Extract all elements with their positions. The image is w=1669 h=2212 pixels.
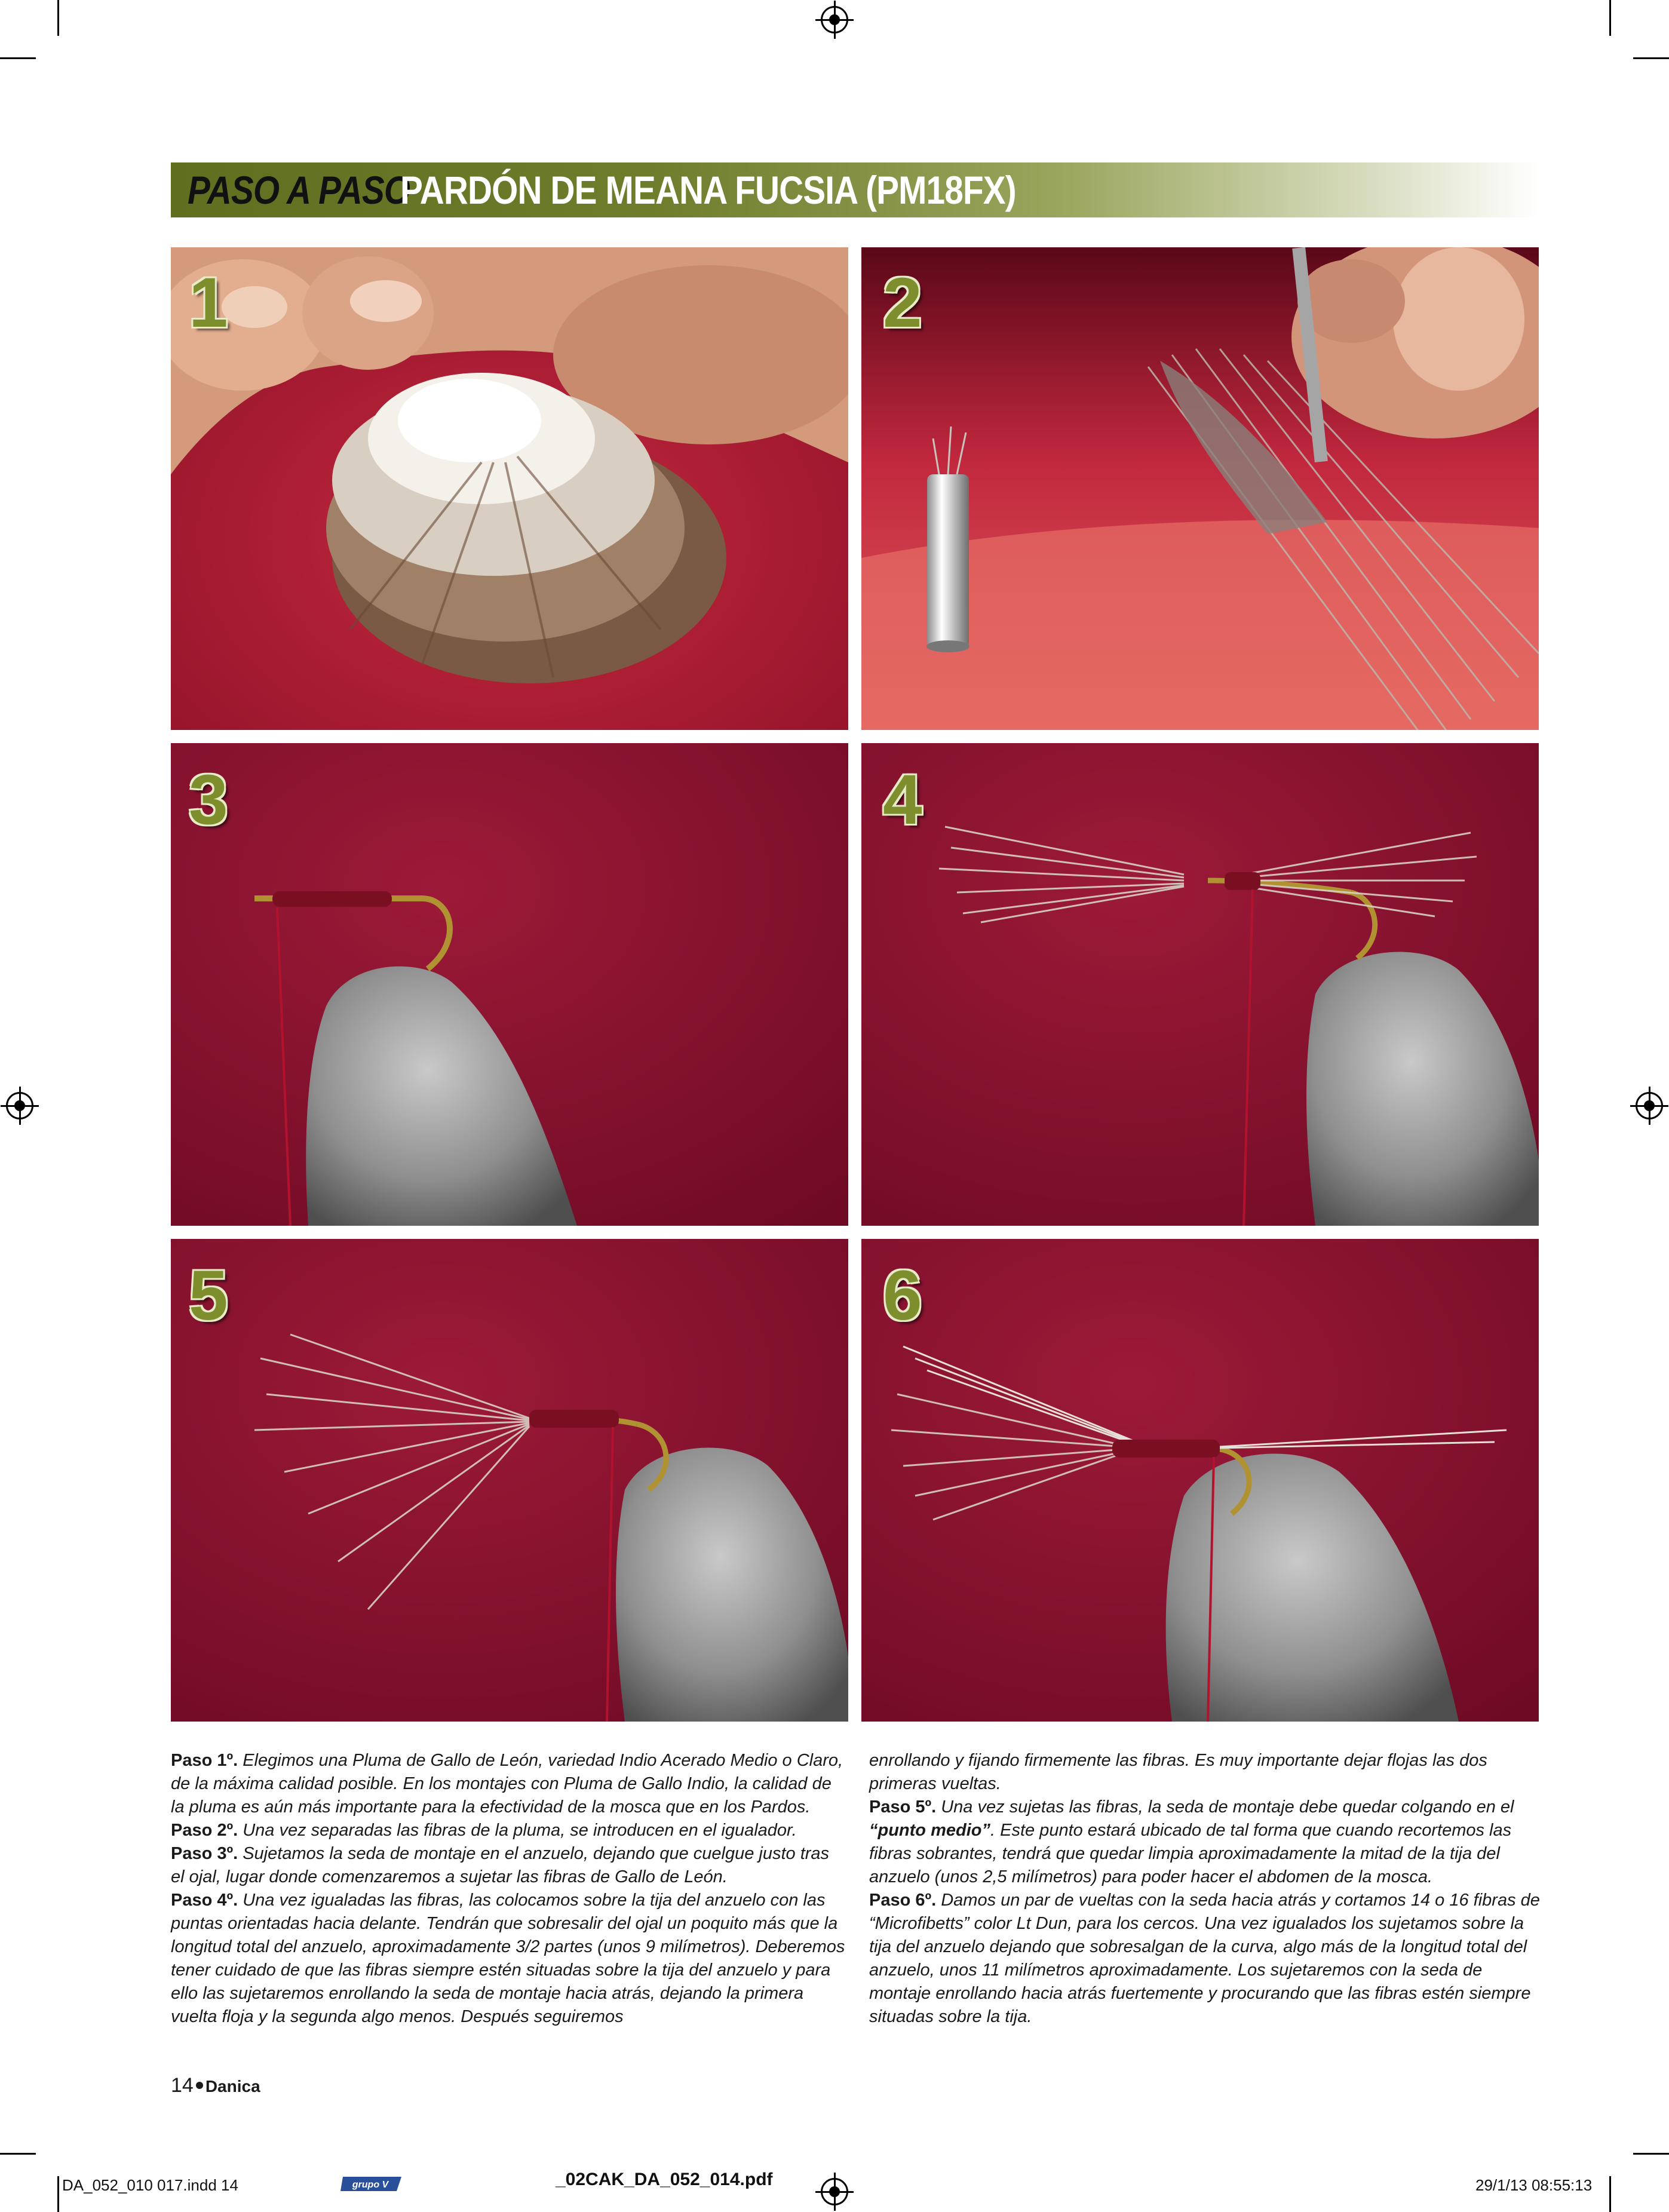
step-number: 1 — [189, 263, 228, 342]
paragraph: Paso 1º. Elegimos una Pluma de Gallo de León, variedad Indio Acerado Medio o Claro, de la máxima calidad posible. En los montajes con Pluma de Gallo Indio, la calidad de la pluma es aún más importante para la efectividad de la mosca que en los Pardos. — [171, 1751, 843, 1817]
grupo-v-logo — [339, 2174, 405, 2193]
page-title: PARDÓN DE MEANA FUCSIA (PM18FX) — [400, 168, 1016, 212]
step-number: 3 — [189, 760, 228, 839]
step-number: 5 — [189, 1256, 228, 1335]
step-photo-1 — [171, 247, 848, 730]
title-banner — [171, 162, 1539, 217]
registration-mark-icon — [821, 6, 848, 33]
banner-text — [188, 167, 1016, 213]
registration-mark-icon — [6, 1092, 33, 1119]
step-number: 6 — [883, 1256, 922, 1335]
crop-mark — [1633, 2153, 1669, 2155]
magazine-name: Danica — [205, 2077, 260, 2096]
crop-mark — [1633, 57, 1669, 59]
page-number: 14 — [171, 2074, 194, 2097]
slug-filename: DA_052_010 017.indd 14 — [62, 2176, 238, 2194]
crop-mark — [57, 2176, 59, 2212]
bullet-icon — [196, 2082, 203, 2089]
step-photo-2 — [861, 247, 1539, 730]
paragraph: Paso 5º. Una vez sujetas las fibras, la seda de montaje debe quedar colgando en el “punto medio”. Este punto estará ubicado de tal forma que cuando recortemos las fibras sobrantes, tendrá que quedar limpia aproximadamente la mitad de la tija del anzuelo (unos 2,5 milímetros) para poder hacer el abdomen de la mosca. — [869, 1797, 1514, 1886]
step-number: 4 — [883, 760, 922, 839]
svg-text:grupo V: grupo V — [352, 2180, 389, 2190]
registration-mark-icon — [821, 2178, 848, 2205]
crop-mark — [0, 2153, 36, 2155]
section-kicker: PASO A PASO — [188, 168, 410, 212]
paragraph: enrollando y fijando firmemente las fibras. Es muy importante dejar flojas las dos primeras vueltas. — [869, 1751, 1487, 1793]
crop-mark — [1609, 2176, 1611, 2212]
crop-mark — [0, 57, 36, 59]
text-column-left — [171, 1749, 846, 2029]
page-folio — [171, 2074, 260, 2097]
paragraph: Paso 3º. Sujetamos la seda de montaje en el anzuelo, dejando que cuelgue justo tras el ojal, lugar donde comenzaremos a sujetar las fibras de Gallo de León. — [171, 1844, 830, 1886]
step-photo-4 — [861, 743, 1539, 1226]
paragraph: Paso 2º. Una vez separadas las fibras de la pluma, se introducen en el igualador. — [171, 1821, 797, 1840]
registration-mark-icon — [1636, 1092, 1663, 1119]
crop-mark — [1609, 0, 1611, 36]
step-photo-6 — [861, 1239, 1539, 1722]
step-photo-3 — [171, 743, 848, 1226]
slug-pdf: _02CAK_DA_052_014.pdf — [556, 2170, 773, 2189]
paragraph: Paso 4º. Una vez igualadas las fibras, las colocamos sobre la tija del anzuelo con las puntas orientadas hacia delante. Tendrán que sobresalir del ojal un poquito más que la longitud total del anzuelo, aproximadamente 3/2 partes (unos 9 milímetros). Deberemos tener cuidado de que las fibras siempre estén situadas sobre la tija del anzuelo y para ello las sujetaremos enrollando la seda de montaje hacia atrás, dejando la primera vuelta floja y la segunda algo menos. Después seguiremos — [171, 1891, 845, 2026]
text-column-right — [869, 1749, 1544, 2029]
slug-timestamp: 29/1/13 08:55:13 — [1475, 2176, 1593, 2194]
step-number: 2 — [883, 263, 922, 342]
paragraph: Paso 6º. Damos un par de vueltas con la seda hacia atrás y cortamos 14 o 16 fibras de “Microfibetts” color Lt Dun, para los cercos. Una vez igualados los sujetamos sobre la tija del anzuelo dejando que sobresalgan de la curva, algo más de la longitud total del anzuelo, unos 11 milímetros aproximadamente. Los sujetaremos con la seda de montaje enrollando hacia atrás fuertemente y procurando que las fibras estén siempre situadas sobre la tija. — [869, 1891, 1540, 2026]
step-photo-5 — [171, 1239, 848, 1722]
crop-mark — [57, 0, 59, 36]
